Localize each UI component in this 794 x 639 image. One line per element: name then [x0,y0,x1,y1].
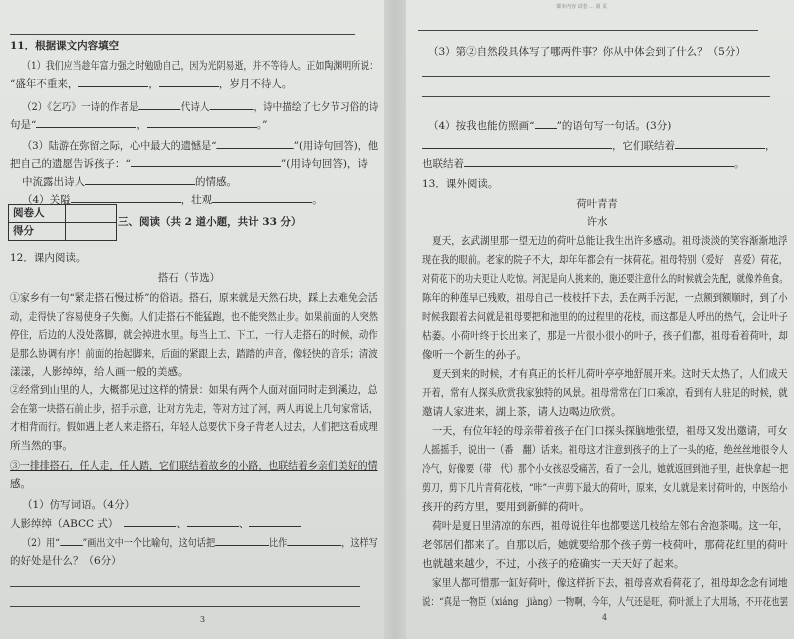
q12-4-fill [422,138,776,154]
q11-2-d: 句是“ [10,119,37,131]
paragraph-3-underlined: ③一排排搭石，任人走，任人踏，它们联结着故乡的小路，也联结着乡亲们美好的情 [10,460,378,472]
text-line: 会在第一块搭石前止步，招手示意，让对方先走，等对方过了河，两人再说上几句家常话， [10,402,378,415]
blank[interactable] [249,516,301,527]
right-page [406,0,794,639]
text-line: 开着，常有人探头欣赏我家独特的风景。祖母常常在门口乘凉，看到有人驻足的时候，就 [422,387,788,399]
q12-4-a: （4）按我也能仿照画“ [428,120,535,132]
blank[interactable] [147,117,257,128]
blank[interactable] [159,76,219,87]
blank[interactable] [78,76,148,87]
q12-4-text [428,118,671,134]
blank[interactable] [464,156,734,167]
q12-4-c: ，它们联结着 [612,140,675,152]
q12-2-text [22,535,378,551]
q11-3-a: （3）陆游在弥留之际，心中最大的遗憾是“ [22,140,217,152]
q13-title: 13．课外阅读。 [422,178,499,190]
q11-2-f: 。” [256,119,268,131]
score-label: 得分 [9,223,66,241]
text-line: 停住，后边的人没处落脚，就会掉进水里。每当上工、下工，一行人走搭石的时候，动作 [10,329,378,341]
q12-4-fill-2 [422,156,745,172]
q12-title: 12．课内阅读。 [10,252,87,264]
blank[interactable] [675,138,765,149]
blank[interactable] [215,535,269,546]
page-number: 3 [200,615,206,624]
header-rule [10,34,355,35]
text-line: 一天，有位年轻的母亲带着孩子在门口探头探脑地张望，祖母又发出邀请，可女 [432,425,788,437]
blank[interactable] [216,138,293,149]
text-line: 夏天，玄武湖里那一望无边的荷叶总能让我生出许多感动。祖母淡淡的笑容渐渐地浮 [432,235,788,247]
q11-3-fill [10,156,368,172]
q12-2-a: （2）用“ [22,537,60,549]
q11-1-suffix: ，岁月不待人。 [218,78,293,90]
text-line: 说：“真是一物臣（xiáng jiàng）一物啊，今年，人气还是旺，荷叶派上了大用场，不开花也罢 [422,596,789,608]
text-line: 是那么协调有序！前面的抬起脚来，后面的紧跟上去，踏踏的声音，像轻快的音乐；清波 [10,347,378,360]
text-line: 对荷花下的功夫更让人吃惊。河泥是向人挑来的，施还要注意什么的时候就会先配，就像养鱼食。 [422,273,788,285]
q11-4-a: （4）关隘 [22,194,71,206]
text-line: 漾漾，人影绰绰，给人画一般的美感。 [10,366,189,378]
blank[interactable] [212,192,312,203]
text-line: 枯萎。小荷叶终于长出来了，那是一片很小很小的叶子，孩子们都，祖母看着荷叶，却 [422,330,788,342]
q11-1-prefix: “盛年不重来， [10,78,79,90]
q11-3-e: 中流露出诗人 [22,176,85,188]
q11-2-a: （2）《乞巧》一诗的作者是 [22,101,139,113]
section-3-heading: 三、阅读（共 2 道小题，共计 33 分） [118,216,302,228]
text-line: 人摇摇手，说出一（番 翻）话来。祖母这才注意到孩子的上了一头的疮，绝丝丝地很令人 [422,444,788,456]
q12-4-b: ”的语句写一句话。(3分) [556,120,672,132]
header-rule [418,30,758,31]
blank[interactable] [422,138,612,149]
q11-3-d: ”(用诗句回答)，诗 [280,158,368,170]
q11-2-text [22,99,378,115]
text-line: 现在我的眼前。老家的院子不大，却年年都会有一抹荷花。祖母特别（爱好 喜爱）荷花， [422,254,788,266]
text-line: 陈年的种莲早已残败，祖母自己一枝枝扦下去，丢在两手污泥，一点额到额顺时，到了小 [422,292,788,304]
passage-title: 荷叶青青 [576,198,618,210]
header-note: 课本内容 试卷 ... 第 页 [556,4,608,10]
q11-2-c: ，诗中描绘了七夕节习俗的诗 [253,101,379,113]
text-line: 时候我跟着去问就是祖母要把和池里的的过程里的花枝，而这都是人呼出的热气，会让叶子 [422,311,788,323]
text-line: 邀请人家进来，湖上茶，请人边喝边欣赏。 [422,406,622,418]
blank[interactable] [124,516,176,527]
blank[interactable] [287,535,341,546]
q12-2-end: 的好处是什么？（6分） [10,555,122,567]
text-line: 所当然的事。 [10,439,73,452]
paragraph-3-end: 感。 [10,478,31,490]
q12-2-d: ，这样写 [341,537,378,549]
q11-1-text: （1）我们应当趁年富力强之时勉励自己，因为光阴易逝，并不等待人。正如陶渊明所说： [22,60,379,72]
text-line: 冷气，好像要（带 代）那个小女孩忍受痛苦，看了一会儿，她就返回到池子里，赶快拿起一把 [422,463,789,475]
grader-label: 阅卷人 [9,205,66,223]
text-line: 夏天到来的时候，才有真正的长杆儿荷叶亭亭地舒展开来。这时天太热了，人们成天 [432,368,788,380]
passage-title: 搭石（节选） [157,272,220,284]
blank[interactable] [535,118,557,129]
left-page [0,0,384,639]
blank[interactable] [131,156,281,167]
text-line: ②经常到山里的人，大概都见过这样的情景：如果有两个人面对面同时走到溪边，总 [10,384,378,396]
q11-1-comma: ， [148,78,159,90]
q11-2-b: 代诗人 [180,101,210,113]
grader-table [8,204,117,241]
q12-3-text: （3）第②自然段具体写了哪两件事？你从中体会到了什么？（5分） [428,46,746,58]
page-number: 4 [602,613,608,622]
q12-1-prompt: 人影绰绰（ABCC 式） [10,518,119,530]
q12-4-f: 。 [734,158,745,170]
text-line: 孩开的药方里，要用到新鲜的荷叶。 [422,501,590,513]
text-line: ①家乡有一句“紧走搭石慢过桥”的俗语。搭石，原来就是天然石块，踩上去难免会活 [10,292,378,304]
q11-1-fill [10,76,292,92]
q11-2-fill [10,117,268,133]
q11-3-b: ”(用诗句回答)，他 [293,140,378,152]
q11-3-c: 把自己的遗愿告诉孩子：“ [10,158,131,170]
blank[interactable] [210,99,254,110]
text-line: 才相背而行。假如遇上老人来走搭石，年轻人总要伏下身子背老人过去，人们把这看成理 [10,421,378,433]
blank[interactable] [187,516,239,527]
passage-author: 许水 [586,216,608,228]
q11-title: 11．根据课文内容填空 [10,40,120,52]
q11-4-b: ，壮观 [180,194,213,206]
answer-line[interactable] [422,76,770,77]
q11-4-c: 。 [312,194,323,206]
blank[interactable] [71,192,181,203]
q12-4-d: ， [765,140,776,152]
text-line: 像听一个新生的孙子。 [422,349,527,361]
q12-2-c: 比作 [269,537,288,549]
text-line: 剪刀，剪下几片青荷花枝，“咔”一声剪下最大的荷叶，原来，女儿就是来讨荷叶的，中医给小 [422,482,788,494]
blank[interactable] [85,174,195,185]
blank[interactable] [139,99,181,110]
blank[interactable] [36,117,136,128]
grader-box[interactable] [66,205,117,223]
q12-2-b: ”画出文中一个比喻句，这句话把 [82,537,216,549]
answer-line[interactable] [10,586,360,587]
text-line: 也就越来越少，不过，小孩子的疮确实一天天好了起来。 [422,558,685,570]
q12-1-fill: 人影绰绰（ABCC 式） 、 、 [10,516,301,532]
score-box[interactable] [66,223,117,241]
q11-2-e: ， [136,119,147,131]
text-line: 动，走得快了容易使身子失衡。人们走搭石不能猛跑，也不能突然止步。如果前面的人突然 [10,310,378,323]
page-gutter [384,0,406,639]
q12-1-text: （1）仿写词语。（4分） [22,499,136,511]
text-line: 荷叶是夏日里清凉的东西，祖母说往年也都要送几枝给左邻右舍泡茶喝。这一年， [432,520,789,532]
q11-3-emotion [22,174,237,190]
answer-line[interactable] [10,606,360,607]
q12-4-e: 也联结着 [422,158,464,170]
q11-3-f: 的情感。 [195,176,237,188]
q11-3-text [22,138,378,154]
text-line: 老邻居们都来了。自那以后，她就要给那个孩子剪一枝荷叶，那荷花红里的荷叶 [422,539,788,551]
blank[interactable] [60,535,83,546]
text-line: 家里人都可惜那一缸好荷叶，像这样折下去，祖母喜欢看荷花了，祖母却念念有词地 [432,577,788,589]
answer-line[interactable] [422,96,770,97]
